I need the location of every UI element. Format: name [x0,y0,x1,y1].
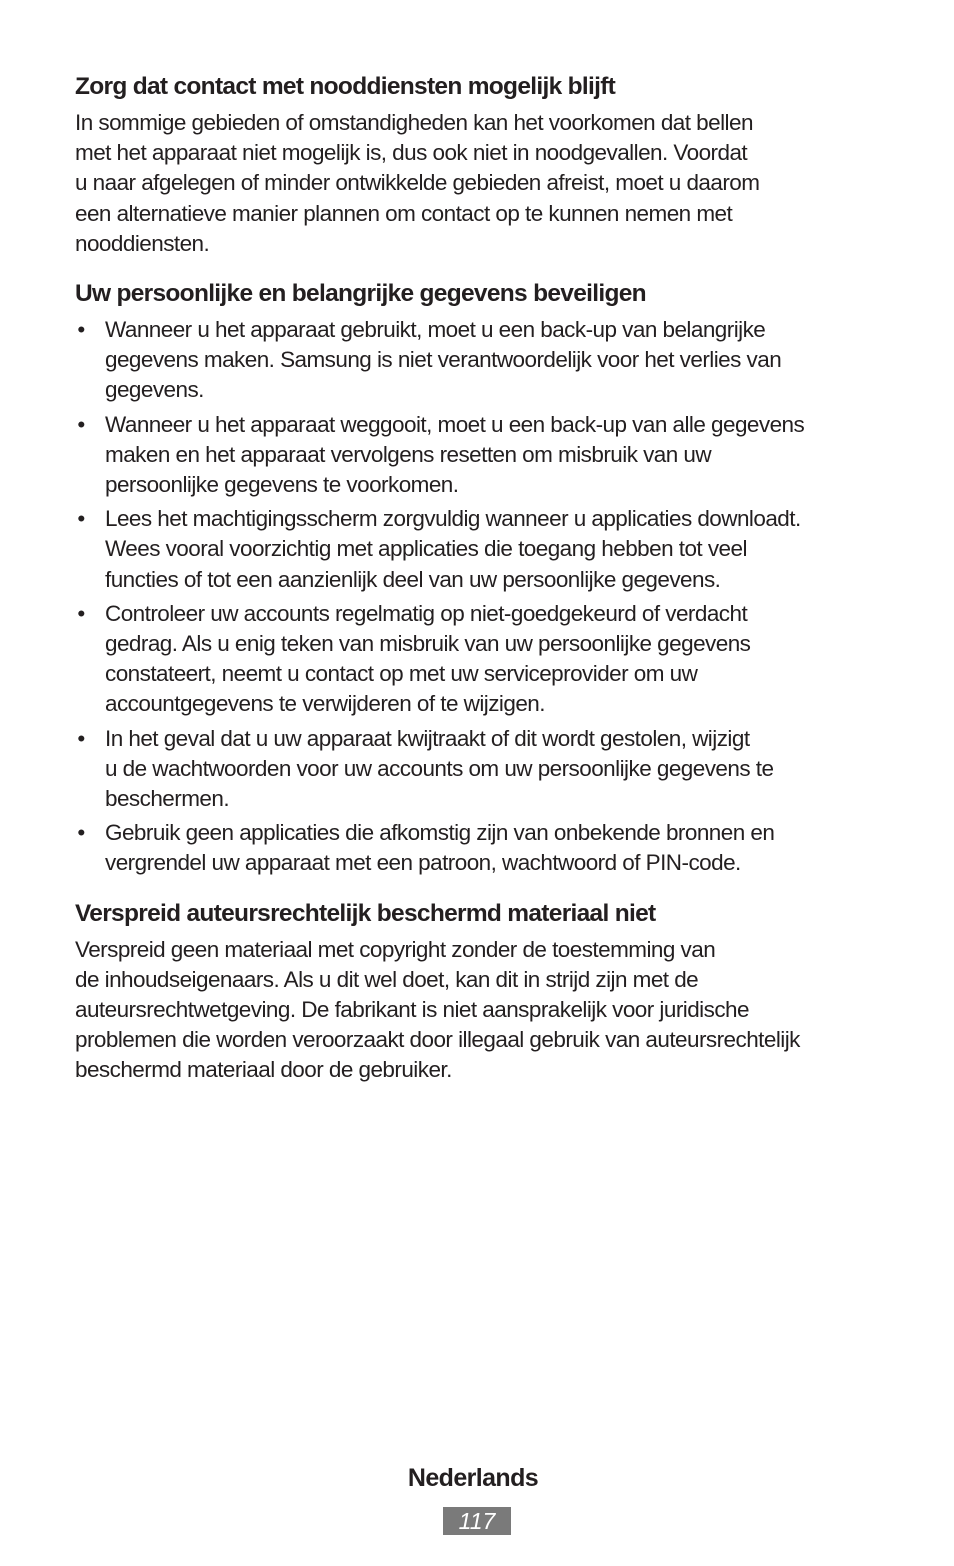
list-item-line: Controleer uw accounts regelmatig op niet-goedgekeurd of verdacht [105,600,748,626]
list-item-line: gegevens maken. Samsung is niet verantwoordelijk voor het verlies van [105,347,782,373]
bullet-marker: • [77,506,85,532]
list-item-line: Gebruik geen applicaties die afkomstig zijn van onbekende bronnen en [105,820,775,846]
list-item [75,818,875,878]
paragraph-line: met het apparaat niet mogelijk is, dus ook niet in noodgevallen. Voordat [75,140,748,166]
list-item-line: Wees vooral voorzichtig met applicaties die toegang hebben tot veel [105,536,747,562]
paragraph-line: Verspreid geen materiaal met copyright zonder de toestemming van [75,936,716,962]
section-paragraph [75,935,875,1086]
paragraph-line: een alternatieve manier plannen om contact op te kunnen nemen met [75,200,733,226]
list-item-line: Wanneer u het apparaat gebruikt, moet u een back-up van belangrijke [105,317,766,343]
section-title: Verspreid auteursrechtelijk beschermd materiaal niet [75,899,656,927]
list-item-line: constateert, neemt u contact op met uw serviceprovider om uw [105,661,698,687]
section-title: Zorg dat contact met nooddiensten mogelijk blijft [75,73,616,100]
language-text: Nederlands [407,1464,539,1492]
list-item-line: maken en het apparaat vervolgens resetten om misbruik van uw [105,441,712,467]
paragraph-line: de inhoudseigenaars. Als u dit wel doet, kan dit in strijd zijn met de [75,966,699,992]
paragraph-line: In sommige gebieden of omstandigheden kan het voorkomen dat bellen [75,110,753,135]
paragraph-line: auteursrechtwetgeving. De fabrikant is niet aansprakelijk voor juridische [75,997,749,1023]
paragraph-line: u naar afgelegen of minder ontwikkelde gebieden afreist, moet u daarom [75,170,760,196]
paragraph-line: beschermd materiaal door de gebruiker. [75,1057,452,1083]
list-item-line: beschermen. [105,786,230,812]
list-item [75,315,875,406]
list-item [75,599,875,720]
list-item-line: accountgegevens te verwijderen of te wijzigen. [105,691,545,717]
list-item-line: functies of tot een aanzienlijk deel van uw persoonlijke gegevens. [105,566,721,592]
bullet-marker: • [77,317,85,343]
list-item-line: Lees het machtigingsscherm zorgvuldig wanneer u applicaties downloadt. [105,506,801,532]
list-item [75,410,875,501]
list-item-line: In het geval dat u uw apparaat kwijtraakt of dit wordt gestolen, wijzigt [105,725,750,751]
paragraph-line: nooddiensten. [75,230,210,256]
bullet-marker: • [77,820,85,846]
footer-language-label [0,1464,954,1493]
bullet-marker: • [77,725,85,751]
list-item-line: u de wachtwoorden voor uw accounts om uw persoonlijke gegevens te [105,755,774,781]
section-paragraph [75,108,875,259]
list-item-line: persoonlijke gegevens te voorkomen. [105,472,459,498]
paragraph-line: problemen die worden veroorzaakt door illegaal gebruik van auteursrechtelijk [75,1027,800,1053]
section-emergency-contact [75,72,875,259]
list-item-line: Wanneer u het apparaat weggooit, moet u een back-up van alle gegevens [105,411,805,437]
section-protect-data [75,279,875,879]
bullet-marker: • [77,411,85,437]
list-item-line: gedrag. Als u enig teken van misbruik van uw persoonlijke gegevens [105,631,751,657]
section-title: Uw persoonlijke en belangrijke gegevens beveiligen [75,280,646,308]
bullet-marker: • [77,600,85,626]
section-copyright [75,899,875,1086]
list-item-line: gegevens. [105,377,204,403]
list-item [75,504,875,595]
document-body [75,72,875,1106]
bullet-list [75,315,875,879]
list-item-line: vergrendel uw apparaat met een patroon, wachtwoord of PIN-code. [105,850,741,876]
page-number-badge: 117 [443,1507,511,1535]
list-item [75,724,875,815]
